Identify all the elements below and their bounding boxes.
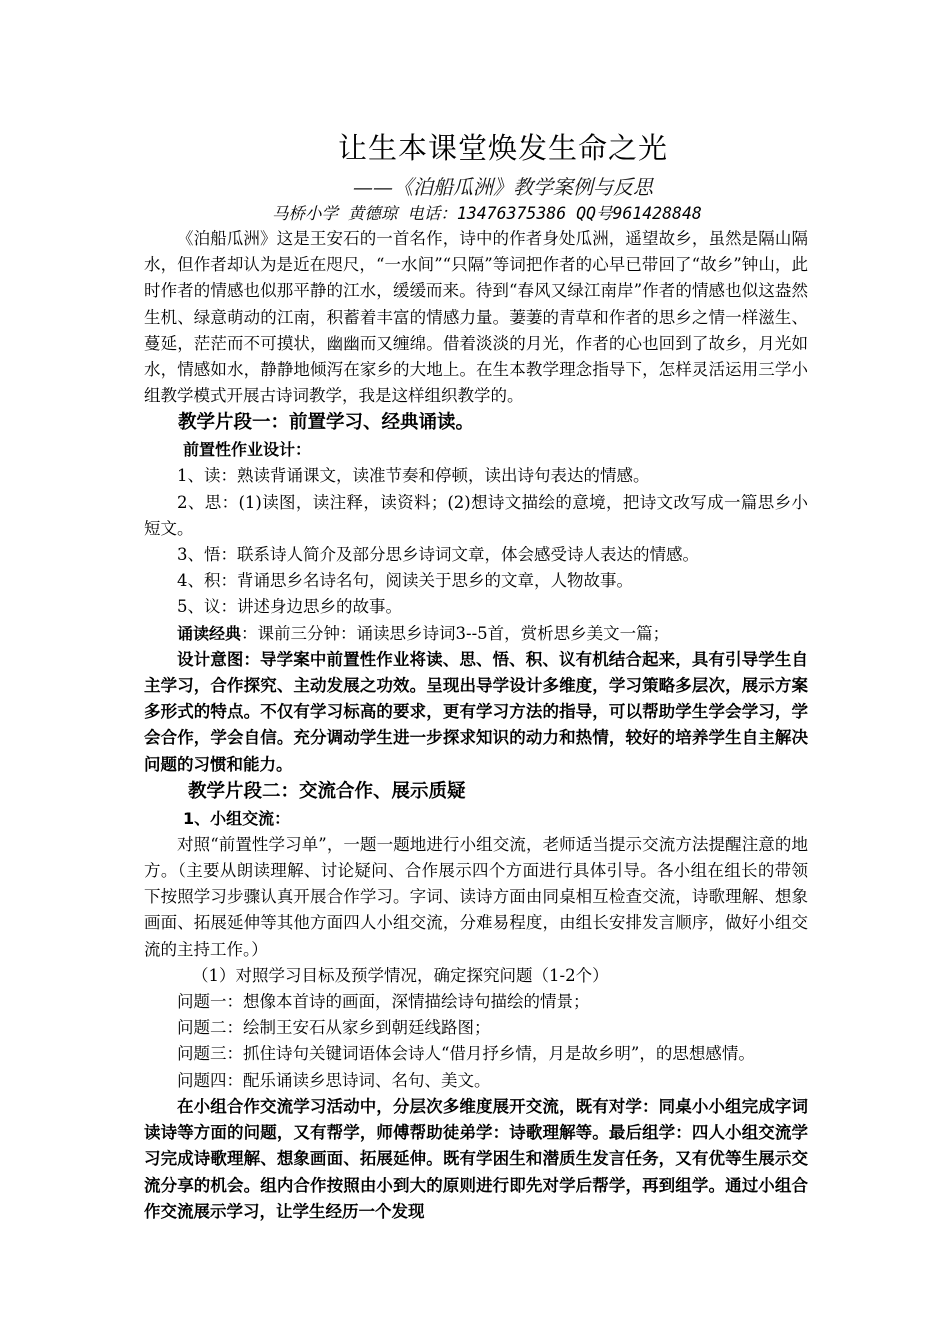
question-1: 问题一：想像本首诗的画面，深情描绘诗句描绘的情景； — [177, 992, 590, 1012]
question-3: 问题三：抓住诗句关键词语体会诗人“借月抒乡情，月是故乡明”，的思想感情。 — [177, 1044, 755, 1064]
section1-item-5: 5、议：讲述身边思乡的故事。 — [177, 597, 402, 617]
section1-item-1: 1、读：熟读背诵课文，读准节奏和停顿，读出诗句表达的情感。 — [177, 466, 650, 486]
section2-step-1: （1）对照学习目标及预学情况，确定探究问题（1-2个） — [192, 965, 609, 985]
page-title: 让生本课堂焕发生命之光 — [337, 131, 668, 165]
section2-bold-paragraph: 在小组合作交流学习活动中，分层次多维度展开交流，既有对学：同桌小小组完成字词读诗等方面的问题，又有帮学，师傅帮助徒弟学：诗歌理解等。最后组学：四人小组交流学习完成诗歌理解、想象画面、拓展延伸。既有学困生和潜质生发言任务，又有优等生展示交流分享的机会。组内合作按照由小到大的原则进行即先对学后帮学，再到组学。通过小组合作交流展示学习，让学生经历一个发现 — [144, 1096, 808, 1221]
section1-subheading: 前置性作业设计： — [183, 440, 312, 460]
section2-paragraph-1: 对照“前置性学习单”，一题一题地进行小组交流，老师适当提示交流方法提醒注意的地方。（主要从朗读理解、讨论疑问、合作展示四个方面进行具体引导。各小组在组长的带领下按照学习步骤认真开展合作学习。字词、读诗方面由同桌相互检查交流，诗歌理解、想象画面、拓展延伸等其他方面四人小组交流，分难易程度，由组长安排发言顺序，做好小组交流的主持工作。） — [144, 834, 808, 959]
section1-item-3: 3、悟：联系诗人简介及部分思乡诗词文章，体会感受诗人表达的情感。 — [177, 545, 699, 565]
question-2: 问题二：绘制王安石从家乡到朝廷线路图； — [177, 1018, 491, 1038]
intro-paragraph: 《泊船瓜洲》这是王安石的一首名作，诗中的作者身处瓜洲，遥望故乡，虽然是隔山隔水，但作者却认为是近在咫尺，“一水间”“只隔”等词把作者的心早已带回了“故乡”钟山，此时作者的情感也似那平静的江水，缓缓而来。待到“春风又绿江南岸”作者的情感也似这盎然生机、绿意萌动的江南，积蓄着丰富的情感力量。萋萋的青草和作者的思乡之情一样滋生、蔓延，茫茫而不可摸状，幽幽而又缠绵。借着淡淡的月光，作者的心也回到了故乡，月光如水，情感如水，静静地倾泻在家乡的大地上。在生本教学理念指导下，怎样灵活运用三学小组教学模式开展古诗词教学，我是这样组织教学的。 — [144, 229, 808, 406]
reading-classics-paragraph — [144, 621, 808, 647]
question-4: 问题四：配乐诵读乡思诗词、名句、美文。 — [177, 1070, 491, 1090]
author-line: 马桥小学 黄德琼 电话：13476375386 QQ号961428848 — [272, 204, 702, 223]
document-body — [144, 226, 808, 1225]
section2-heading: 教学片段二：交流合作、展示质疑 — [188, 780, 466, 802]
page-subtitle: ——《泊船瓜洲》教学案例与反思 — [353, 175, 653, 199]
design-intent-paragraph: 设计意图：导学案中前置性作业将读、思、悟、积、议有机结合起来，具有引导学生自主学习，合作探究、主动发展之功效。呈现出导学设计多维度，学习策略多层次，展示方案多形式的特点。不仅有学习标高的要求，更有学习方法的指导，可以帮助学生学会学习，学会合作，学会自信。充分调动学生进一步探求知识的动力和热情，较好的培养学生自主解决问题的习惯和能力。 — [144, 649, 808, 774]
reading-classics-text: ：课前三分钟：诵读思乡诗词3--5首，赏析思乡美文一篇； — [241, 623, 670, 643]
section1-item-2: 2、思：(1)读图，读注释，读资料；(2)想诗文描绘的意境，把诗文改写成一篇思乡小短文。 — [144, 492, 808, 538]
section1-item-4: 4、积：背诵思乡名诗名句，阅读关于思乡的文章，人物故事。 — [177, 571, 633, 591]
reading-classics-label: 诵读经典 — [177, 623, 242, 643]
section2-subheading: 1、小组交流： — [183, 808, 291, 828]
section1-heading: 教学片段一：前置学习、经典诵读。 — [178, 412, 475, 434]
